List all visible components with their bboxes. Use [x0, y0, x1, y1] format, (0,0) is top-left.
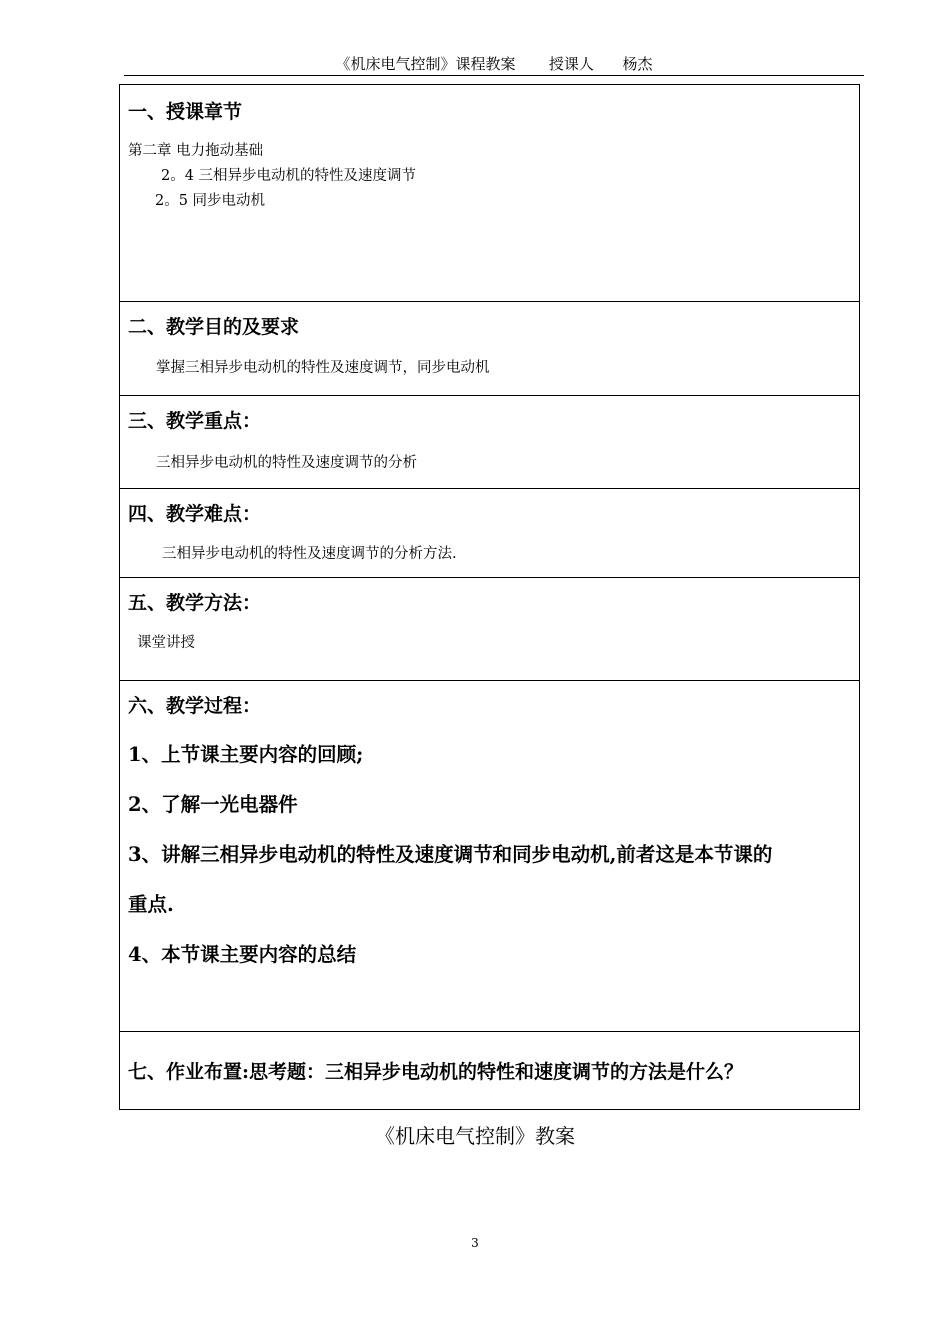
section-heading: 七、作业布置:思考题：三相异步电动机的特性和速度调节的方法是什么？ — [128, 1061, 744, 1083]
section-heading: 四、教学难点： — [128, 503, 262, 525]
running-header: 《机床电气控制》课程教案 授课人 杨杰 — [124, 53, 864, 76]
process-step: 4、本节课主要内容的总结 — [128, 943, 357, 966]
section-methods — [120, 578, 859, 681]
section-heading: 五、教学方法： — [128, 592, 262, 614]
page-number: 3 — [471, 1236, 479, 1250]
chapter-line: 第二章 电力拖动基础 — [128, 143, 264, 159]
process-step: 重点. — [128, 893, 174, 916]
process-step: 1、上节课主要内容的回顾; — [128, 743, 364, 766]
lesson-plan-table — [119, 84, 860, 1110]
chapter-line: 2。5 同步电动机 — [155, 193, 266, 209]
section-heading: 三、教学重点： — [128, 410, 262, 432]
section-process — [120, 681, 859, 1032]
section-body: 课堂讲授 — [137, 635, 195, 651]
section-heading: 二、教学目的及要求 — [128, 316, 300, 338]
process-step: 2、了解一光电器件 — [128, 793, 298, 816]
section-heading: 六、教学过程： — [128, 695, 262, 717]
footer-title: 《机床电气控制》教案 — [375, 1124, 575, 1148]
section-difficulties — [120, 489, 859, 578]
section-body: 掌握三相异步电动机的特性及速度调节，同步电动机 — [156, 360, 490, 376]
section-objectives — [120, 302, 859, 396]
section-teaching-chapter — [120, 85, 859, 302]
section-homework — [120, 1032, 859, 1109]
section-body: 三相异步电动机的特性及速度调节的分析 — [156, 455, 417, 471]
section-heading: 一、授课章节 — [128, 101, 243, 123]
chapter-line: 2。4 三相异步电动机的特性及速度调节 — [161, 168, 417, 184]
section-key-points — [120, 396, 859, 489]
process-step: 3、讲解三相异步电动机的特性及速度调节和同步电动机,前者这是本节课的 — [128, 843, 773, 866]
section-body: 三相异步电动机的特性及速度调节的分析方法. — [162, 546, 457, 562]
